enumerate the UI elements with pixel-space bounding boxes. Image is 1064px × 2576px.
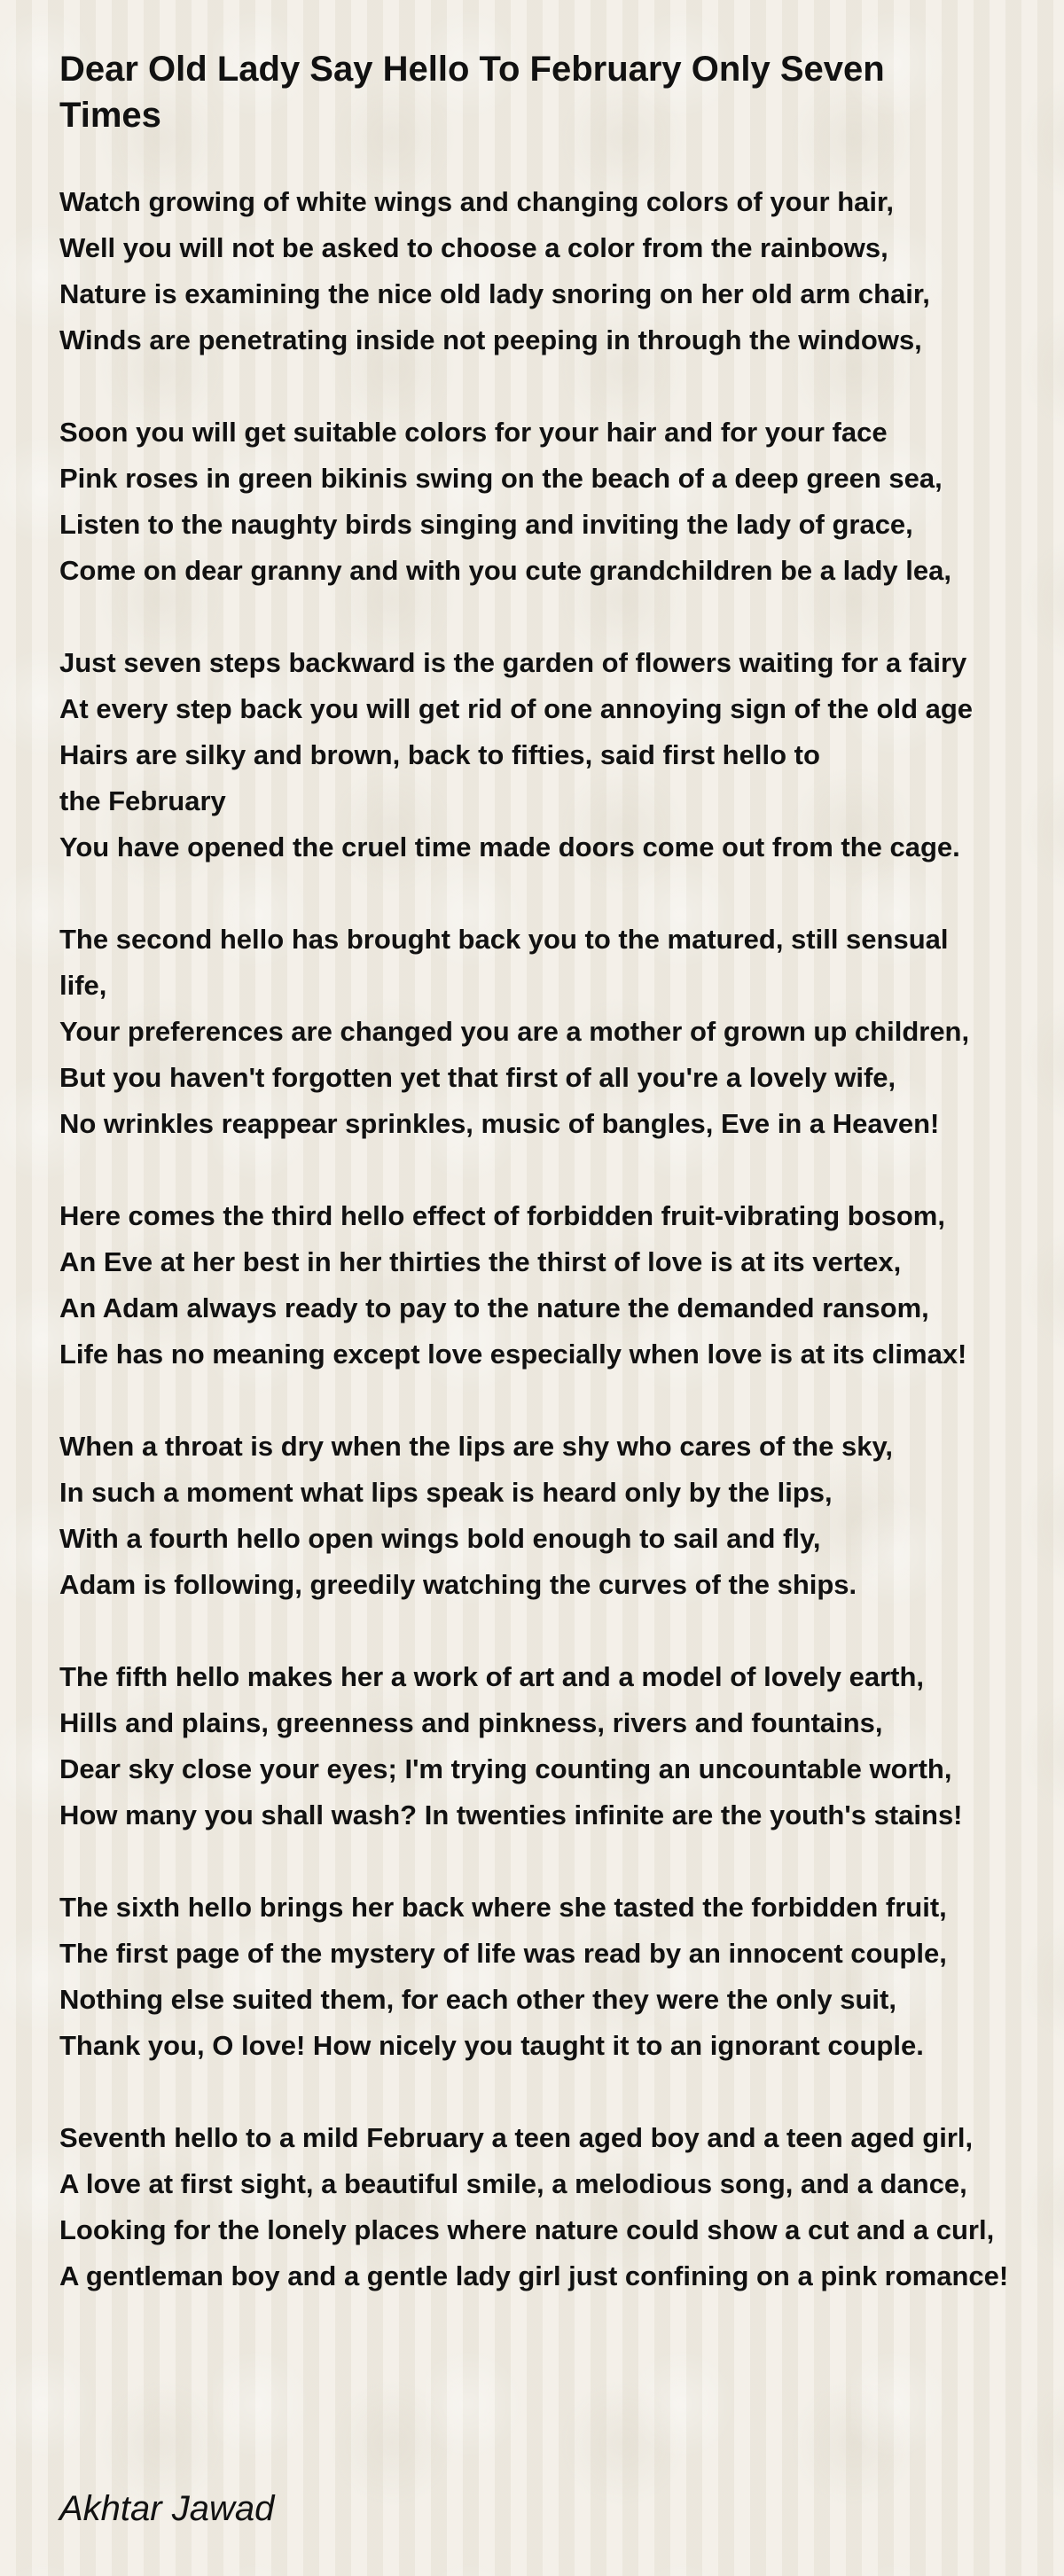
poem-line: Seventh hello to a mild February a teen aged boy and a teen aged girl, [59, 2122, 974, 2153]
poem-line: Hills and plains, greenness and pinkness, rivers and fountains, [59, 1707, 883, 1738]
poem-line: Adam is following, greedily watching the curves of the ships. [59, 1569, 857, 1600]
poem-line: Your preferences are changed you are a mother of grown up children, [59, 1016, 970, 1047]
poem-line: The sixth hello brings her back where she tasted the forbidden fruit, [59, 1892, 947, 1923]
poem-line: The first page of the mystery of life was read by an innocent couple, [59, 1938, 947, 1969]
poem-line: Thank you, O love! How nicely you taught it to an ignorant couple. [59, 2030, 924, 2061]
poem-line: In such a moment what lips speak is heard only by the lips, [59, 1477, 833, 1508]
poem-author: Akhtar Jawad [59, 2489, 275, 2528]
poem-line: Nature is examining the nice old lady snoring on her old arm chair, [59, 278, 930, 309]
poem-line: An Eve at her best in her thirties the thirst of love is at its vertex, [59, 1246, 902, 1277]
poem-line: A love at first sight, a beautiful smile, a melodious song, and a dance, [59, 2168, 967, 2199]
poem-line: Soon you will get suitable colors for your hair and for your face [59, 417, 888, 448]
poem-line: But you haven't forgotten yet that first of all you're a lovely wife, [59, 1062, 896, 1093]
poem-line: A gentleman boy and a gentle lady girl just confining on a pink romance! [59, 2260, 1009, 2291]
poem-stanza [59, 1654, 1052, 1838]
poem-line: Come on dear granny and with you cute grandchildren be a lady lea, [59, 555, 951, 586]
poem-line: Nothing else suited them, for each other they were the only suit, [59, 1984, 896, 2015]
poem-line: How many you shall wash? In twenties infinite are the youth's stains! [59, 1799, 963, 1831]
poem-line: An Adam always ready to pay to the nature the demanded ransom, [59, 1292, 929, 1323]
poem-line: the February [59, 785, 226, 816]
poem-line: The fifth hello makes her a work of art and a model of lovely earth, [59, 1661, 925, 1692]
poem-stanza [59, 410, 1052, 594]
poem-line: Life has no meaning except love especially when love is at its climax! [59, 1339, 967, 1370]
poem-stanza [59, 2115, 1052, 2299]
poem-line: Watch growing of white wings and changing colors of your hair, [59, 186, 894, 217]
poem-line: Here comes the third hello effect of forbidden fruit-vibrating bosom, [59, 1200, 945, 1231]
poem-line: The second hello has brought back you to the matured, still sensual [59, 924, 949, 955]
poem-line: At every step back you will get rid of one annoying sign of the old age [59, 693, 974, 724]
poem-stanza [59, 1193, 1052, 1378]
poem-line: life, [59, 970, 107, 1001]
poem-stanza [59, 1424, 1052, 1608]
poem-line: With a fourth hello open wings bold enough to sail and fly, [59, 1523, 821, 1554]
poem-title-line: Times [59, 96, 161, 135]
poem-line: Well you will not be asked to choose a color from the rainbows, [59, 232, 888, 263]
poem-line: Dear sky close your eyes; I'm trying counting an uncountable worth, [59, 1753, 952, 1784]
poem-line: Pink roses in green bikinis swing on the beach of a deep green sea, [59, 463, 943, 494]
poem-stanza [59, 1885, 1052, 2069]
poem-title [59, 46, 1017, 138]
poem-line: Winds are penetrating inside not peeping in through the windows, [59, 324, 922, 355]
poem-line: Hairs are silky and brown, back to fifties, said first hello to [59, 739, 820, 770]
poem-stanza [59, 179, 1052, 363]
poem-title-line: Dear Old Lady Say Hello To February Only Seven [59, 50, 885, 89]
poem-stanza [59, 917, 1052, 1147]
poem-line: When a throat is dry when the lips are shy who cares of the sky, [59, 1431, 894, 1462]
poem-line: Listen to the naughty birds singing and inviting the lady of grace, [59, 509, 913, 540]
poem-line: No wrinkles reappear sprinkles, music of bangles, Eve in a Heaven! [59, 1108, 940, 1139]
poem-line: Looking for the lonely places where nature could show a cut and a curl, [59, 2214, 995, 2245]
poem-line: Just seven steps backward is the garden of flowers waiting for a fairy [59, 647, 967, 678]
poem-body [59, 179, 1052, 2346]
poem-stanza [59, 640, 1052, 870]
poem-line: You have opened the cruel time made doors come out from the cage. [59, 831, 960, 863]
